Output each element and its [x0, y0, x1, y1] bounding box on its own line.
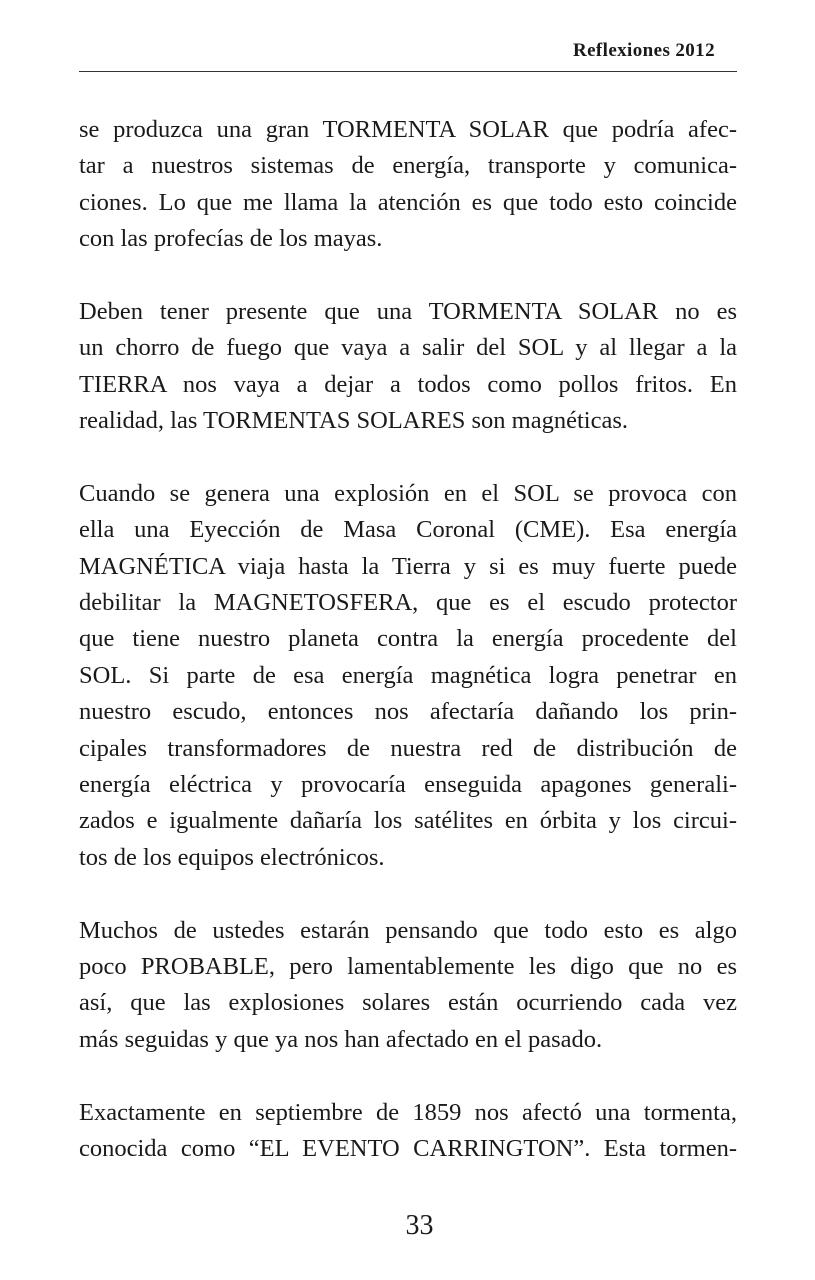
- text-line: energía eléctrica y provocaría enseguida apagones generali-: [79, 771, 737, 799]
- text-line: más seguidas y que ya nos han afectado en el pasado.: [79, 1025, 603, 1053]
- text-line: conocida como “EL EVENTO CARRINGTON”. Esta tormen-: [79, 1134, 737, 1162]
- text-line: Cuando se genera una explosión en el SOL se provoca con: [79, 479, 737, 507]
- text-line: cipales transformadores de nuestra red de distribución de: [79, 734, 737, 762]
- text-line: SOL. Si parte de esa energía magnética logra penetrar en: [79, 661, 737, 689]
- text-line: ciones. Lo que me llama la atención es que todo esto coincide: [79, 188, 737, 216]
- text-line: tar a nuestros sistemas de energía, transporte y comunica-: [79, 152, 737, 180]
- paragraph: [79, 476, 737, 876]
- paragraph-gap: [79, 258, 737, 294]
- paragraph-gap: [79, 440, 737, 476]
- text-line: poco PROBABLE, pero lamentablemente les digo que no es: [79, 952, 737, 980]
- text-line: zados e igualmente dañaría los satélites en órbita y los circui-: [79, 807, 737, 835]
- paragraph-gap: [79, 1058, 737, 1094]
- header-rule: [79, 71, 737, 72]
- body-text: [79, 112, 737, 1167]
- paragraph: [79, 913, 737, 1059]
- text-line: realidad, las TORMENTAS SOLARES son magnéticas.: [79, 407, 629, 435]
- running-header: Reflexiones 2012: [572, 40, 715, 61]
- text-line: un chorro de fuego que vaya a salir del SOL y al llegar a la: [79, 334, 737, 362]
- text-line: Exactamente en septiembre de 1859 nos afectó una tormenta,: [79, 1098, 737, 1126]
- text-line: Deben tener presente que una TORMENTA SOLAR no es: [79, 297, 737, 325]
- paragraph-gap: [79, 876, 737, 912]
- text-line: se produzca una gran TORMENTA SOLAR que podría afec-: [79, 116, 737, 143]
- text-line: MAGNÉTICA viaja hasta la Tierra y si es muy fuerte puede: [79, 552, 737, 580]
- text-line: Muchos de ustedes estarán pensando que todo esto es algo: [79, 916, 737, 944]
- text-line: tos de los equipos electrónicos.: [79, 843, 385, 871]
- text-line: debilitar la MAGNETOSFERA, que es el escudo protector: [79, 589, 737, 617]
- text-line: nuestro escudo, entonces nos afectaría dañando los prin-: [79, 698, 737, 726]
- text-line: ella una Eyección de Masa Coronal (CME). Esa energía: [79, 516, 737, 544]
- text-line: con las profecías de los mayas.: [79, 225, 383, 253]
- paragraph: [79, 294, 737, 440]
- page-number: 33: [405, 1210, 434, 1241]
- paragraph: [79, 1095, 737, 1168]
- paragraph: [79, 112, 737, 258]
- text-line: así, que las explosiones solares están ocurriendo cada vez: [79, 989, 737, 1017]
- text-line: que tiene nuestro planeta contra la energía procedente del: [79, 625, 737, 653]
- text-line: TIERRA nos vaya a dejar a todos como pollos fritos. En: [79, 370, 737, 398]
